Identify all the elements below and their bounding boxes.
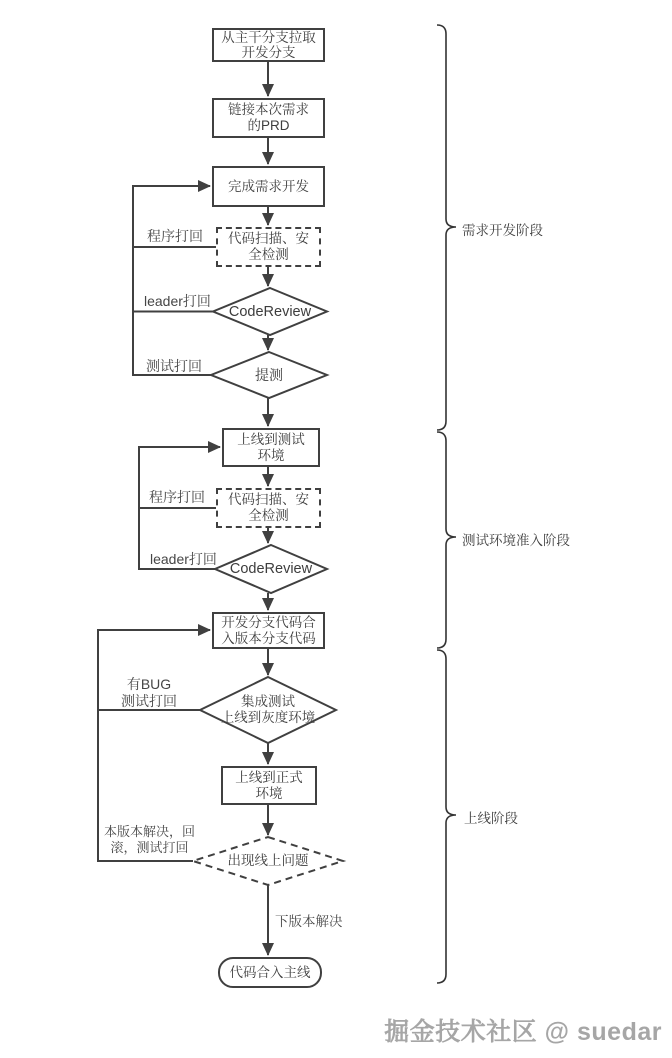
- edge-label-program-reject-1: 程序打回: [147, 228, 203, 244]
- node-code-scan-1-line2: 全检测: [248, 247, 289, 262]
- node-pull-branch-line1: 从主干分支拉取: [221, 30, 316, 45]
- node-link-prd-line1: 链接本次需求: [228, 102, 309, 117]
- node-merge-version-branch-line2: 入版本分支代码: [221, 630, 316, 646]
- node-code-scan-2-line1: 代码扫描、安: [228, 492, 309, 507]
- node-deploy-prod-env-line2: 环境: [255, 785, 283, 801]
- node-tice-line1: 提测: [255, 367, 283, 383]
- edge-label-test-reject-1: 测试打回: [146, 358, 202, 374]
- stage-brace-testenv: [437, 432, 456, 648]
- edge-label-program-reject-2: 程序打回: [149, 489, 205, 505]
- node-merge-mainline[interactable]: [218, 957, 322, 988]
- stage-label-release: 上线阶段: [464, 811, 518, 826]
- node-integration-test[interactable]: [200, 677, 336, 743]
- node-code-scan-1[interactable]: [216, 227, 321, 267]
- node-code-scan-2-line2: 全检测: [248, 508, 289, 523]
- feedback-loop-dev: [133, 186, 211, 375]
- node-integration-test-line2: 上线到灰度环境: [220, 710, 316, 725]
- node-deploy-test-env[interactable]: [222, 428, 320, 467]
- node-dev-done[interactable]: [212, 166, 325, 207]
- node-deploy-test-env-line1: 上线到测试: [237, 431, 305, 447]
- edge-label-rollback-reject-line1: 本版本解决，回: [103, 824, 195, 839]
- stage-label-requirement: 需求开发阶段: [462, 223, 543, 238]
- node-online-issue-line1: 出现线上问题: [227, 853, 309, 868]
- node-merge-mainline-line1: 代码合入主线: [229, 964, 311, 980]
- node-merge-version-branch-line1: 开发分支代码合: [221, 614, 316, 630]
- node-deploy-test-env-line2: 环境: [257, 447, 285, 463]
- stage-brace-requirement: [437, 25, 456, 430]
- node-code-scan-2[interactable]: [216, 488, 321, 528]
- node-online-issue[interactable]: [193, 837, 343, 885]
- node-tice[interactable]: [211, 352, 327, 398]
- node-code-scan-1-line1: 代码扫描、安: [228, 231, 309, 246]
- node-codereview-1[interactable]: [213, 288, 327, 335]
- node-integration-test-line1: 集成测试: [241, 694, 295, 709]
- watermark-text: 掘金技术社区 @ suedar: [384, 1018, 662, 1046]
- node-merge-version-branch[interactable]: [212, 612, 325, 649]
- node-deploy-prod-env[interactable]: [221, 766, 317, 805]
- edge-label-leader-reject-2: leader打回: [150, 551, 217, 567]
- node-deploy-prod-env-line1: 上线到正式: [235, 769, 303, 785]
- stage-label-testenv: 测试环境准入阶段: [462, 533, 570, 548]
- node-codereview-2-line1: CodeReview: [229, 561, 313, 577]
- stage-brace-release: [437, 650, 456, 983]
- edge-label-rollback-reject: [103, 824, 196, 856]
- node-codereview-1-line1: CodeReview: [228, 303, 312, 320]
- node-dev-done-line1: 完成需求开发: [228, 178, 309, 194]
- edge-label-next-version: 下版本解决: [275, 914, 343, 929]
- node-pull-branch[interactable]: [212, 28, 325, 62]
- node-link-prd-line2: 的PRD: [247, 118, 290, 133]
- edge-label-rollback-reject-line2: 滚，测试打回: [110, 840, 189, 855]
- edge-label-bug-reject-line1: 有BUG: [126, 676, 172, 692]
- node-codereview-2[interactable]: [215, 545, 327, 593]
- edge-label-leader-reject-1: leader打回: [144, 293, 211, 309]
- edge-label-bug-reject: [110, 676, 188, 710]
- node-link-prd[interactable]: [212, 98, 325, 138]
- edge-label-bug-reject-line2: 测试打回: [121, 693, 177, 709]
- node-pull-branch-line2: 开发分支: [241, 45, 296, 60]
